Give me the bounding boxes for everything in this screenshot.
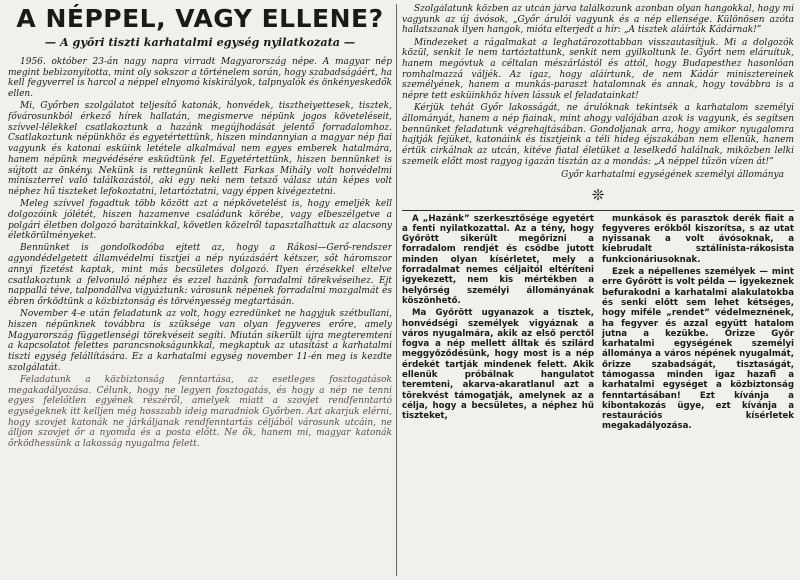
article-body bbox=[8, 57, 392, 450]
column-divider bbox=[396, 4, 397, 576]
article-paragraph: Meleg szívvel fogadtuk több között azt a népkövetelést is, hogy emeljék kell dolgozóink jólétét, hiszen hazamenve családunk körébe, vagy elbeszélgetve a polgári életben dolgozó barátainkkal, követlen közelről tapasztalhattuk az alacsony életkörülményeket. bbox=[8, 199, 392, 242]
article-paragraph: Kérjük tehát Győr lakosságát, ne árulóknak tekintsék a karhatalom személyi állományát, hanem a nép fiainak, mint ahogy valójában azok is vagyunk, és segítsen bennünket feladatunk végrehajtásában. Gondoljanak arra, hogy amikor nyugalomra hajtják fejüket, katonáink és tisztjeink a téli hideg éjszakában nem ellenük, hanem értük cirkálnak az utcán, kitéve fiatal életüket a leselkedő halálnak, miközben lelki szemeik előtt most ragyog igazán tisztán az a mondás: „A néppel tűzön vízen át!” bbox=[402, 103, 794, 167]
subheadline: — A győri tiszti karhatalmi egység nyilatkozata — bbox=[44, 35, 356, 49]
separator-star-icon: ❊ bbox=[591, 185, 605, 204]
left-column bbox=[8, 4, 392, 576]
editorial-paragraph: Ma Győrött ugyanazok a tisztek, honvédségi személyek vigyáznak a város nyugalmára, akik az első perctől fogva a nép mellett álltak és szilárd meggyőződésünk, hogy most is a nép érdekét tartják mindenek felett. Akik ellenük próbálnak hangulatot teremteni, akarva-akaratlanul azt a törekvést támogatják, amelynek az a célja, hogy a becsületes, a néphez hű tiszteket, bbox=[402, 308, 594, 422]
headline: A NÉPPEL, VAGY ELLENE? bbox=[16, 4, 384, 33]
article-paragraph: Mi, Győrben szolgálatot teljesítő katonák, honvédek, tisztheiyettesek, tisztek, fővárosunkból érkező hírek hallatán, megismerve népünk jogos követeléseit, szívvel-lélekkel csatlakoztunk a hazánk megújhodását jelentő forradalomhoz. Csatlakoztunk népünkhöz és egyetértettünk, hiszen mindannyian a magyar nép fiai vagyunk és katonai esküink letétele alkalmával nem egyes emberek hatalmára, hanem népünk megvédésére esküdtünk fel. Egyetértettünk, hiszen bennünket is sújtott az önkény. Nekünk is rettegnünk kellett Farkas Mihály volt honvédelmi miniszterrel való találkozástól, aki egy neki nem tetsző válasz után képes volt néphez hű tiszteket lefokoztatni, letartóztatni, vagy éppen kivégeztetni. bbox=[8, 101, 392, 197]
signature: Győr karhatalmi egységének személyi állománya bbox=[561, 169, 784, 180]
article-paragraph: Feladatunk a közbiztonság fenntartása, az esetleges fosztogatások megakadályozása. Célunk, hogy ne legyen fosztogatás, és hogy a nép ne tenni egyes felelőtlen egyének részéről, amelyek miatt a szovjet rendfenntartó egységeknek itt kelljen még hosszabb ideig maradniok Győrben. Azt akarjuk elérni, hogy szovjet katonák ne járkáljanak rendfenntartás céljából városunk utcáin, ne álljon szovjet őr a nyomda és a posta előtt. Ne ők, hanem mi, magyar katonák őrködhessünk a lakosság nyugalma felett. bbox=[8, 374, 392, 450]
editorial-column-1 bbox=[402, 214, 594, 434]
editorial-paragraph: Ezek a népellenes személyek — mint erre Győrött is volt példa — igyekeznek befurakodni a karhatalmi alakulatokba és senki előtt sem lehet kétséges, hogy miféle „rendet” védelmeznének, ha fegyver és azzal együtt hatalom jutna a kezükbe. Őrizze Győr karhatalmi egységének személyi állománya a város népének nyugalmát, őrizze szabadságát, tisztaságát, támogassa minden igaz hazafi a karhatalmi egységet a közbiztonság fenntartásában! Ezt kívánja a kibontakozás ügye, ezt kívánja a restaurációs kísérletek megakadályozása. bbox=[602, 267, 794, 432]
article-paragraph: Szolgálatunk közben az utcán járva találkozunk azonban olyan hangokkal, hogy mi vagyunk az új ávósok, „Győr árulói vagyunk és a nép ellensége. Különösen azóta hallatszanak ilyen hangok, mióta elterjedt a hír: „A tisztek aláírták Kádárnak!” bbox=[402, 4, 794, 36]
article-paragraph: 1956. október 23-án nagy napra virradt Magyarország népe. A magyar nép megint bebizonyította, mint oly sokszor a történelem során, hogy szabadságáért, ha kell fegyverrel is harcol a néppel elnyomó kiskirályok, talpnyalók és önkényeskedők ellen. bbox=[8, 57, 392, 100]
article-paragraph: November 4-e után feladatunk az volt, hogy ezredünket ne hagyjuk szétbullani, hiszen népünknek továbbra is szüksége van olyan fegyveres erőre, amely Magyarország függetlenségi törekvéseit segíti. Miután sikerült újra megteremteni a kapcsolatot felettes parancsnokságunkkal, megkaptuk az utasítást a karhatalmi tiszti egység felállítására. Ez a karhatalmi egység november 11-én meg is kezdte szolgálatát. bbox=[8, 309, 392, 373]
article-continuation bbox=[402, 4, 794, 168]
article-paragraph: Mindezeket a rágalmakat a leghatározottabban visszautasítjuk. Mi a dolgozók közül, senkit le nem tartóztattunk, senkit nem gyilkoltunk le. Győrt nem eláruítuk, hanem megóvtuk a céltalan mészárlástól és attól, hogy Budapesthez hasonlóan romhalmazzá váljék. Az igaz, hogy aláírtunk, de nem Kádár minisztereinek személyének, hanem a munkás-paraszt hatalomnak és annak, hogy továbbra is a népre tett esküinkhöz híven lássuk el feladatainkat! bbox=[402, 37, 794, 102]
article-paragraph: Bennünket is gondolkodóba ejtett az, hogy a Rákosi—Gerő-rendszer agyondédelgetett államvédelmi tisztjei a nép nyúzásáért kétszer, sőt háromszor annyi fizetést kaptak, mint más becsületes dolgozó. Ilyen érzésekkel eltelve csatlakoztunk a felvonuló néphez és ezzel hazánk forradalmi törekvéseihez. Ejt nappallá téve, talpondállva vigyáztunk: városunk népének forradalmi mozgalmát és ébren őrködtünk a közbiztonság és törvényesség megtartásán. bbox=[8, 243, 392, 307]
editorial-column-2 bbox=[602, 214, 794, 434]
editorial-paragraph: munkások és parasztok derék fiait a fegyveres erőkből kiszorítsa, s az utat nyissanak a volt ávósoknak, a kiebrudalt sztálinista-rákosista funkcionáriusoknak. bbox=[602, 213, 794, 265]
editorial-note bbox=[402, 210, 794, 434]
right-column bbox=[402, 4, 794, 576]
editorial-paragraph: A „Hazánk” szerkesztősége egyetért a fenti nyilatkozattal. Az a tény, hogy Győrött sikerült megőrizni a forradalom rendjét és csődbe jutott minden olyan kísérletet, mely a forradalmat nemes céljaitól eltéríteni igyekezett, nem kis mértékben a helyőrség személyi állományának köszönhető. bbox=[402, 213, 594, 306]
